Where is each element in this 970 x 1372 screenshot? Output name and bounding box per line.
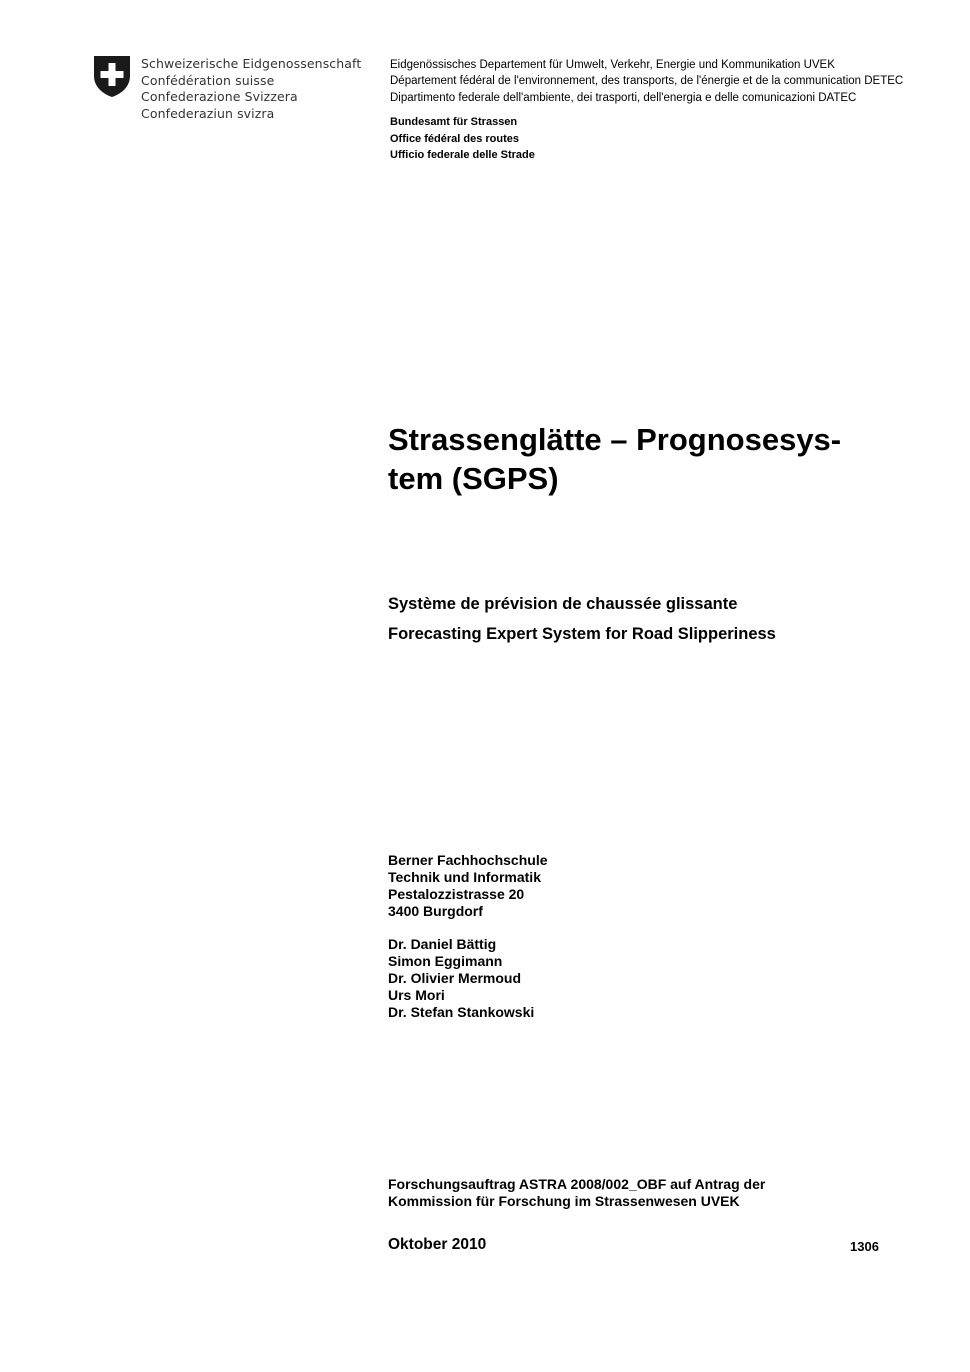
department-line-de: Eidgenössisches Departement für Umwelt, Verkehr, Energie und Kommunikation UVEK bbox=[390, 59, 835, 71]
swiss-shield-icon bbox=[92, 54, 132, 98]
report-title-line-1: Strassenglätte – Prognosesys- bbox=[388, 422, 842, 457]
author-name: Dr. Stefan Stankowski bbox=[388, 1004, 535, 1020]
publication-date: Oktober 2010 bbox=[388, 1236, 487, 1253]
institution-line: Pestalozzistrasse 20 bbox=[388, 886, 525, 902]
report-number: 1306 bbox=[850, 1239, 879, 1254]
confederation-wordmark bbox=[141, 56, 361, 122]
wordmark-line-it: Confederazione Svizzera bbox=[141, 89, 298, 104]
department-line-it: Dipartimento federale dell'ambiente, dei trasporti, dell'energia e delle comunicazioni DATEC bbox=[390, 91, 857, 104]
wordmark-line-de: Schweizerische Eidgenossenschaft bbox=[141, 56, 362, 71]
institution-line: Technik und Informatik bbox=[388, 869, 541, 885]
office-header bbox=[390, 114, 535, 164]
department-header bbox=[390, 57, 903, 106]
research-commission bbox=[388, 1176, 765, 1210]
report-title-line-2: tem (SGPS) bbox=[388, 461, 559, 496]
institution-line: 3400 Burgdorf bbox=[388, 903, 483, 919]
author-name: Dr. Daniel Bättig bbox=[388, 936, 497, 952]
author-name: Simon Eggimann bbox=[388, 953, 503, 969]
commission-line: Kommission für Forschung im Strassenwesen UVEK bbox=[388, 1193, 740, 1209]
office-line-de: Bundesamt für Strassen bbox=[390, 116, 518, 128]
author-name: Urs Mori bbox=[388, 987, 445, 1003]
institution-address bbox=[388, 852, 548, 920]
report-subtitles bbox=[388, 589, 776, 649]
subtitle-en: Forecasting Expert System for Road Slipperiness bbox=[388, 625, 776, 643]
author-list bbox=[388, 936, 534, 1021]
author-name: Dr. Olivier Mermoud bbox=[388, 970, 522, 986]
report-title bbox=[388, 420, 908, 498]
office-line-it: Ufficio federale delle Strade bbox=[390, 149, 535, 161]
wordmark-line-fr: Confédération suisse bbox=[141, 72, 275, 88]
subtitle-fr: Système de prévision de chaussée glissante bbox=[388, 595, 738, 613]
department-line-fr: Département fédéral de l'environnement, des transports, de l'énergie et de la communication DETEC bbox=[390, 75, 904, 88]
office-line-fr: Office fédéral des routes bbox=[390, 132, 519, 145]
wordmark-line-rm: Confederaziun svizra bbox=[141, 105, 275, 121]
institution-line: Berner Fachhochschule bbox=[388, 852, 548, 868]
commission-line: Forschungsauftrag ASTRA 2008/002_OBF auf Antrag der bbox=[388, 1176, 766, 1192]
